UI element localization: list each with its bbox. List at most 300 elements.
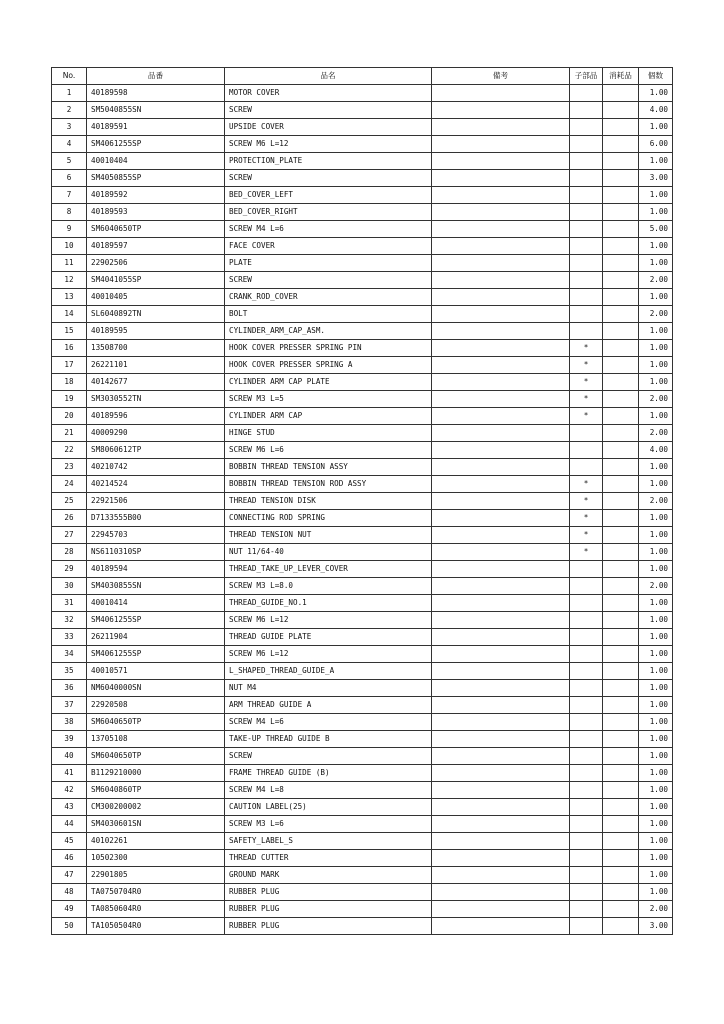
- part-name: SCREW M3 L=5: [225, 391, 432, 408]
- consumable-mark: [603, 816, 639, 833]
- header-remarks: 備考: [432, 68, 570, 85]
- table-row: [52, 136, 673, 153]
- sub-part-mark: [570, 697, 603, 714]
- sub-part-mark: *: [570, 493, 603, 510]
- table-row: [52, 867, 673, 884]
- sub-part-mark: *: [570, 544, 603, 561]
- consumable-mark: [603, 918, 639, 935]
- sub-part-mark: [570, 136, 603, 153]
- part-number: SL6040892TN: [87, 306, 225, 323]
- quantity: 2.00: [639, 578, 673, 595]
- part-name: HOOK COVER PRESSER SPRING PIN: [225, 340, 432, 357]
- quantity: 1.00: [639, 884, 673, 901]
- part-name: NUT M4: [225, 680, 432, 697]
- row-number: 14: [52, 306, 87, 323]
- sub-part-mark: *: [570, 374, 603, 391]
- remarks-cell: [432, 102, 570, 119]
- part-name: THREAD_TAKE_UP_LEVER_COVER: [225, 561, 432, 578]
- table-row: [52, 714, 673, 731]
- part-name: CYLINDER_ARM_CAP_ASM.: [225, 323, 432, 340]
- part-number: 40102261: [87, 833, 225, 850]
- row-number: 35: [52, 663, 87, 680]
- remarks-cell: [432, 221, 570, 238]
- consumable-mark: [603, 680, 639, 697]
- quantity: 1.00: [639, 697, 673, 714]
- table-row: [52, 884, 673, 901]
- part-number: 22920508: [87, 697, 225, 714]
- table-row: [52, 306, 673, 323]
- row-number: 8: [52, 204, 87, 221]
- quantity: 1.00: [639, 731, 673, 748]
- sub-part-mark: *: [570, 357, 603, 374]
- table-row: [52, 289, 673, 306]
- table-row: [52, 697, 673, 714]
- sub-part-mark: [570, 323, 603, 340]
- part-number: 40189592: [87, 187, 225, 204]
- consumable-mark: [603, 663, 639, 680]
- remarks-cell: [432, 136, 570, 153]
- table-row: [52, 765, 673, 782]
- row-number: 39: [52, 731, 87, 748]
- consumable-mark: [603, 646, 639, 663]
- part-name: THREAD TENSION NUT: [225, 527, 432, 544]
- quantity: 3.00: [639, 170, 673, 187]
- part-number: TA0850604R0: [87, 901, 225, 918]
- table-row: [52, 595, 673, 612]
- part-name: THREAD_GUIDE_NO.1: [225, 595, 432, 612]
- row-number: 9: [52, 221, 87, 238]
- quantity: 1.00: [639, 833, 673, 850]
- part-number: 13705108: [87, 731, 225, 748]
- part-name: SCREW M4 L=8: [225, 782, 432, 799]
- quantity: 1.00: [639, 85, 673, 102]
- part-number: 26221101: [87, 357, 225, 374]
- sub-part-mark: [570, 442, 603, 459]
- table-row: [52, 187, 673, 204]
- sub-part-mark: [570, 646, 603, 663]
- remarks-cell: [432, 425, 570, 442]
- remarks-cell: [432, 255, 570, 272]
- part-number: 40010405: [87, 289, 225, 306]
- part-number: TA1050504R0: [87, 918, 225, 935]
- table-row: [52, 425, 673, 442]
- sub-part-mark: [570, 221, 603, 238]
- part-number: SM4061255SP: [87, 646, 225, 663]
- sub-part-mark: [570, 612, 603, 629]
- remarks-cell: [432, 714, 570, 731]
- part-name: UPSIDE COVER: [225, 119, 432, 136]
- remarks-cell: [432, 629, 570, 646]
- part-name: SCREW M4 L=6: [225, 221, 432, 238]
- consumable-mark: [603, 884, 639, 901]
- table-row: [52, 442, 673, 459]
- sub-part-mark: [570, 884, 603, 901]
- table-row: [52, 323, 673, 340]
- quantity: 1.00: [639, 510, 673, 527]
- remarks-cell: [432, 867, 570, 884]
- consumable-mark: [603, 697, 639, 714]
- part-number: SM4061255SP: [87, 612, 225, 629]
- part-number: D7133555B00: [87, 510, 225, 527]
- table-row: [52, 204, 673, 221]
- sub-part-mark: [570, 425, 603, 442]
- quantity: 1.00: [639, 612, 673, 629]
- table-row: [52, 476, 673, 493]
- table-row: [52, 663, 673, 680]
- sub-part-mark: [570, 153, 603, 170]
- row-number: 1: [52, 85, 87, 102]
- table-row: [52, 612, 673, 629]
- row-number: 42: [52, 782, 87, 799]
- table-row: [52, 119, 673, 136]
- table-row: [52, 102, 673, 119]
- consumable-mark: [603, 255, 639, 272]
- part-number: SM6040860TP: [87, 782, 225, 799]
- part-name: BOBBIN THREAD TENSION ROD ASSY: [225, 476, 432, 493]
- row-number: 26: [52, 510, 87, 527]
- quantity: 1.00: [639, 867, 673, 884]
- row-number: 16: [52, 340, 87, 357]
- part-name: SCREW M6 L=6: [225, 442, 432, 459]
- remarks-cell: [432, 238, 570, 255]
- part-number: 40010404: [87, 153, 225, 170]
- table-row: [52, 646, 673, 663]
- part-number: SM5040855SN: [87, 102, 225, 119]
- consumable-mark: [603, 544, 639, 561]
- table-row: [52, 408, 673, 425]
- part-number: 40214524: [87, 476, 225, 493]
- consumable-mark: [603, 357, 639, 374]
- remarks-cell: [432, 374, 570, 391]
- part-name: ARM THREAD GUIDE A: [225, 697, 432, 714]
- consumable-mark: [603, 748, 639, 765]
- part-number: 40189591: [87, 119, 225, 136]
- row-number: 12: [52, 272, 87, 289]
- part-name: CONNECTING ROD SPRING: [225, 510, 432, 527]
- table-row: [52, 374, 673, 391]
- consumable-mark: [603, 833, 639, 850]
- part-name: SCREW M3 L=6: [225, 816, 432, 833]
- part-name: CRANK_ROD_COVER: [225, 289, 432, 306]
- part-name: BED_COVER_RIGHT: [225, 204, 432, 221]
- remarks-cell: [432, 442, 570, 459]
- part-number: 40189597: [87, 238, 225, 255]
- row-number: 50: [52, 918, 87, 935]
- part-number: SM4061255SP: [87, 136, 225, 153]
- quantity: 1.00: [639, 850, 673, 867]
- consumable-mark: [603, 527, 639, 544]
- table-row: [52, 357, 673, 374]
- remarks-cell: [432, 697, 570, 714]
- remarks-cell: [432, 391, 570, 408]
- sub-part-mark: [570, 782, 603, 799]
- part-name: NUT 11/64-40: [225, 544, 432, 561]
- part-name: PLATE: [225, 255, 432, 272]
- remarks-cell: [432, 459, 570, 476]
- consumable-mark: [603, 187, 639, 204]
- consumable-mark: [603, 340, 639, 357]
- sub-part-mark: *: [570, 340, 603, 357]
- remarks-cell: [432, 340, 570, 357]
- table-row: [52, 901, 673, 918]
- part-name: RUBBER PLUG: [225, 884, 432, 901]
- part-name: HINGE STUD: [225, 425, 432, 442]
- remarks-cell: [432, 170, 570, 187]
- row-number: 17: [52, 357, 87, 374]
- consumable-mark: [603, 204, 639, 221]
- part-number: CM300200002: [87, 799, 225, 816]
- quantity: 1.00: [639, 187, 673, 204]
- remarks-cell: [432, 901, 570, 918]
- part-name: FACE COVER: [225, 238, 432, 255]
- quantity: 1.00: [639, 663, 673, 680]
- remarks-cell: [432, 289, 570, 306]
- part-number: 40189593: [87, 204, 225, 221]
- quantity: 2.00: [639, 306, 673, 323]
- sub-part-mark: [570, 731, 603, 748]
- sub-part-mark: [570, 629, 603, 646]
- row-number: 37: [52, 697, 87, 714]
- part-name: CAUTION LABEL(25): [225, 799, 432, 816]
- consumable-mark: [603, 153, 639, 170]
- quantity: 2.00: [639, 901, 673, 918]
- consumable-mark: [603, 289, 639, 306]
- consumable-mark: [603, 221, 639, 238]
- part-number: 10502300: [87, 850, 225, 867]
- quantity: 1.00: [639, 289, 673, 306]
- part-name: SCREW: [225, 102, 432, 119]
- remarks-cell: [432, 476, 570, 493]
- row-number: 47: [52, 867, 87, 884]
- consumable-mark: [603, 306, 639, 323]
- remarks-cell: [432, 493, 570, 510]
- consumable-mark: [603, 867, 639, 884]
- part-name: SCREW: [225, 272, 432, 289]
- part-name: CYLINDER ARM CAP PLATE: [225, 374, 432, 391]
- remarks-cell: [432, 323, 570, 340]
- sub-part-mark: [570, 850, 603, 867]
- row-number: 4: [52, 136, 87, 153]
- header-name: 品名: [225, 68, 432, 85]
- row-number: 5: [52, 153, 87, 170]
- remarks-cell: [432, 153, 570, 170]
- remarks-cell: [432, 527, 570, 544]
- consumable-mark: [603, 799, 639, 816]
- part-name: SAFETY_LABEL_S: [225, 833, 432, 850]
- sub-part-mark: *: [570, 510, 603, 527]
- sub-part-mark: [570, 272, 603, 289]
- row-number: 3: [52, 119, 87, 136]
- quantity: 1.00: [639, 561, 673, 578]
- header-no: No.: [52, 68, 87, 85]
- quantity: 1.00: [639, 748, 673, 765]
- quantity: 1.00: [639, 629, 673, 646]
- quantity: 1.00: [639, 646, 673, 663]
- quantity: 4.00: [639, 102, 673, 119]
- part-number: 22902506: [87, 255, 225, 272]
- row-number: 40: [52, 748, 87, 765]
- consumable-mark: [603, 272, 639, 289]
- table-row: [52, 391, 673, 408]
- remarks-cell: [432, 850, 570, 867]
- quantity: 2.00: [639, 425, 673, 442]
- table-row: [52, 510, 673, 527]
- quantity: 1.00: [639, 765, 673, 782]
- table-row: [52, 680, 673, 697]
- row-number: 36: [52, 680, 87, 697]
- remarks-cell: [432, 561, 570, 578]
- remarks-cell: [432, 187, 570, 204]
- sub-part-mark: [570, 748, 603, 765]
- table-row: [52, 272, 673, 289]
- remarks-cell: [432, 357, 570, 374]
- quantity: 1.00: [639, 595, 673, 612]
- sub-part-mark: [570, 765, 603, 782]
- row-number: 23: [52, 459, 87, 476]
- sub-part-mark: [570, 833, 603, 850]
- quantity: 1.00: [639, 340, 673, 357]
- header-sub-part: 子部品: [570, 68, 603, 85]
- consumable-mark: [603, 629, 639, 646]
- consumable-mark: [603, 391, 639, 408]
- row-number: 27: [52, 527, 87, 544]
- row-number: 11: [52, 255, 87, 272]
- sub-part-mark: *: [570, 527, 603, 544]
- row-number: 24: [52, 476, 87, 493]
- part-name: MOTOR COVER: [225, 85, 432, 102]
- quantity: 1.00: [639, 204, 673, 221]
- part-number: 40210742: [87, 459, 225, 476]
- sub-part-mark: [570, 816, 603, 833]
- row-number: 41: [52, 765, 87, 782]
- table-row: [52, 238, 673, 255]
- remarks-cell: [432, 612, 570, 629]
- row-number: 28: [52, 544, 87, 561]
- consumable-mark: [603, 714, 639, 731]
- quantity: 1.00: [639, 119, 673, 136]
- sub-part-mark: [570, 595, 603, 612]
- consumable-mark: [603, 102, 639, 119]
- part-number: 13508700: [87, 340, 225, 357]
- table-row: [52, 799, 673, 816]
- part-name: BOLT: [225, 306, 432, 323]
- remarks-cell: [432, 782, 570, 799]
- part-number: SM6040650TP: [87, 748, 225, 765]
- part-name: SCREW M3 L=8.0: [225, 578, 432, 595]
- part-name: SCREW M6 L=12: [225, 136, 432, 153]
- sub-part-mark: [570, 459, 603, 476]
- remarks-cell: [432, 272, 570, 289]
- part-number: SM4030855SN: [87, 578, 225, 595]
- consumable-mark: [603, 901, 639, 918]
- consumable-mark: [603, 374, 639, 391]
- consumable-mark: [603, 561, 639, 578]
- consumable-mark: [603, 731, 639, 748]
- quantity: 5.00: [639, 221, 673, 238]
- remarks-cell: [432, 306, 570, 323]
- remarks-cell: [432, 510, 570, 527]
- row-number: 32: [52, 612, 87, 629]
- header-consumable: 消耗品: [603, 68, 639, 85]
- remarks-cell: [432, 119, 570, 136]
- sub-part-mark: [570, 289, 603, 306]
- consumable-mark: [603, 323, 639, 340]
- consumable-mark: [603, 510, 639, 527]
- remarks-cell: [432, 884, 570, 901]
- consumable-mark: [603, 578, 639, 595]
- sub-part-mark: [570, 663, 603, 680]
- quantity: 1.00: [639, 544, 673, 561]
- row-number: 43: [52, 799, 87, 816]
- remarks-cell: [432, 663, 570, 680]
- remarks-cell: [432, 918, 570, 935]
- part-name: THREAD TENSION DISK: [225, 493, 432, 510]
- consumable-mark: [603, 595, 639, 612]
- consumable-mark: [603, 136, 639, 153]
- consumable-mark: [603, 425, 639, 442]
- remarks-cell: [432, 544, 570, 561]
- consumable-mark: [603, 238, 639, 255]
- remarks-cell: [432, 799, 570, 816]
- header-qty: 個数: [639, 68, 673, 85]
- part-number: SM6040650TP: [87, 221, 225, 238]
- remarks-cell: [432, 731, 570, 748]
- sub-part-mark: [570, 901, 603, 918]
- sub-part-mark: [570, 85, 603, 102]
- table-row: [52, 833, 673, 850]
- quantity: 1.00: [639, 153, 673, 170]
- remarks-cell: [432, 765, 570, 782]
- row-number: 22: [52, 442, 87, 459]
- part-name: RUBBER PLUG: [225, 918, 432, 935]
- table-row: [52, 527, 673, 544]
- part-number: 22901805: [87, 867, 225, 884]
- table-row: [52, 561, 673, 578]
- sub-part-mark: [570, 561, 603, 578]
- consumable-mark: [603, 850, 639, 867]
- consumable-mark: [603, 119, 639, 136]
- sub-part-mark: *: [570, 408, 603, 425]
- sub-part-mark: [570, 119, 603, 136]
- row-number: 29: [52, 561, 87, 578]
- table-row: [52, 170, 673, 187]
- part-name: BOBBIN THREAD TENSION ASSY: [225, 459, 432, 476]
- row-number: 19: [52, 391, 87, 408]
- part-name: GROUND MARK: [225, 867, 432, 884]
- quantity: 1.00: [639, 255, 673, 272]
- row-number: 7: [52, 187, 87, 204]
- row-number: 15: [52, 323, 87, 340]
- quantity: 1.00: [639, 476, 673, 493]
- row-number: 21: [52, 425, 87, 442]
- part-name: BED_COVER_LEFT: [225, 187, 432, 204]
- part-number: 40009290: [87, 425, 225, 442]
- quantity: 1.00: [639, 680, 673, 697]
- table-row: [52, 221, 673, 238]
- table-row: [52, 816, 673, 833]
- consumable-mark: [603, 782, 639, 799]
- remarks-cell: [432, 408, 570, 425]
- quantity: 1.00: [639, 357, 673, 374]
- part-number: 40189595: [87, 323, 225, 340]
- row-number: 38: [52, 714, 87, 731]
- parts-list-sheet: [51, 67, 673, 935]
- quantity: 2.00: [639, 391, 673, 408]
- quantity: 1.00: [639, 714, 673, 731]
- sub-part-mark: [570, 918, 603, 935]
- part-name: SCREW M6 L=12: [225, 646, 432, 663]
- remarks-cell: [432, 204, 570, 221]
